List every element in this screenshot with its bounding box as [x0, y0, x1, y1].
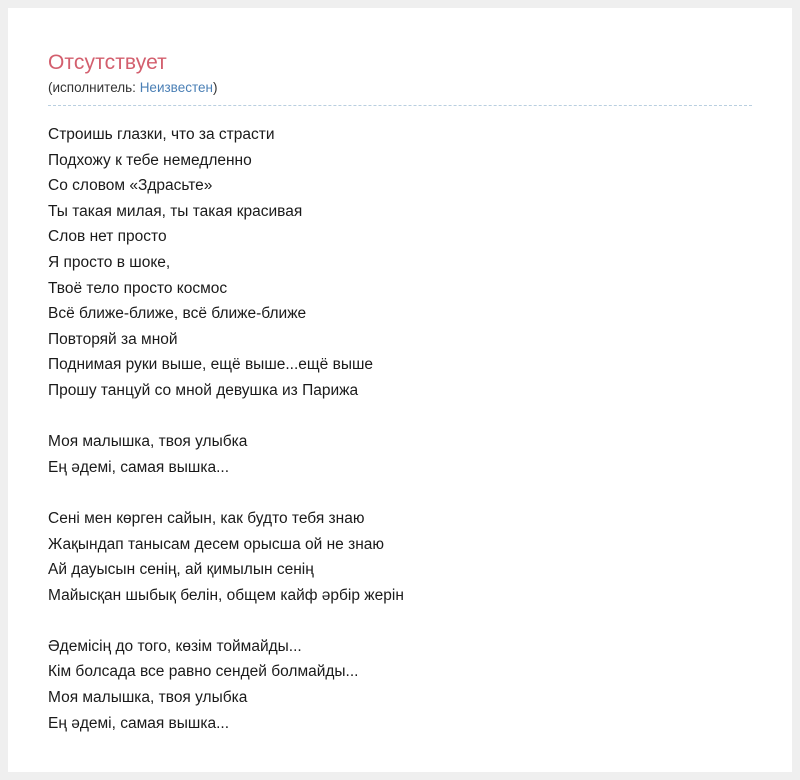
lyrics-line: Ты такая милая, ты такая красивая: [48, 202, 303, 220]
artist-line: [48, 80, 752, 106]
lyrics-blank-line: [48, 608, 752, 634]
artist-link[interactable]: Неизвестен: [139, 80, 213, 95]
lyrics-line: Моя малышка, твоя улыбка: [48, 433, 248, 451]
lyrics-line: Я просто в шоке,: [48, 253, 171, 271]
lyrics-body: [48, 106, 752, 736]
lyrics-line: Подхожу к тебе немедленно: [48, 151, 252, 169]
lyrics-line: Строишь глазки, что за страсти: [48, 126, 275, 143]
lyrics-line: Кім болсада все равно сендей болмайды...: [48, 663, 359, 681]
song-title: Отсутствует: [48, 51, 167, 74]
artist-suffix-label: ): [212, 80, 218, 95]
lyrics-line: Ең әдемі, самая вышка...: [48, 458, 230, 476]
lyrics-line: Повторяй за мной: [48, 330, 178, 348]
lyrics-line: Әдемісің до того, көзім тоймайды...: [48, 637, 302, 655]
lyrics-line: Твоё тело просто космос: [48, 279, 228, 297]
lyrics-line: Слов нет просто: [48, 228, 167, 246]
lyrics-line: Прошу танцуй со мной девушка из Парижа: [48, 381, 359, 399]
lyrics-line: Моя малышка, твоя улыбка: [48, 689, 248, 707]
lyrics-line: Жақындап танысам десем орысша ой не знаю: [48, 535, 385, 553]
lyrics-line: Поднимая руки выше, ещё выше...ещё выше: [48, 356, 374, 374]
lyrics-line: Со словом «Здрасьте»: [48, 177, 213, 195]
lyrics-line: Майысқан шыбық белін, общем кайф әрбір жерін: [48, 586, 404, 604]
page-content: [8, 8, 792, 736]
lyrics-blank-line: [48, 480, 752, 506]
artist-prefix-label: (исполнитель:: [48, 80, 140, 95]
lyrics-line: Ең әдемі, самая вышка...: [48, 714, 230, 732]
lyrics-blank-line: [48, 404, 752, 430]
lyrics-line: Всё ближе-ближе, всё ближе-ближе: [48, 305, 307, 323]
lyrics-line: Ай дауысын сенің, ай қимылын сенің: [48, 561, 314, 579]
lyrics-page: [8, 8, 792, 772]
lyrics-line: Сені мен көрген сайын, как будто тебя знаю: [48, 509, 365, 527]
